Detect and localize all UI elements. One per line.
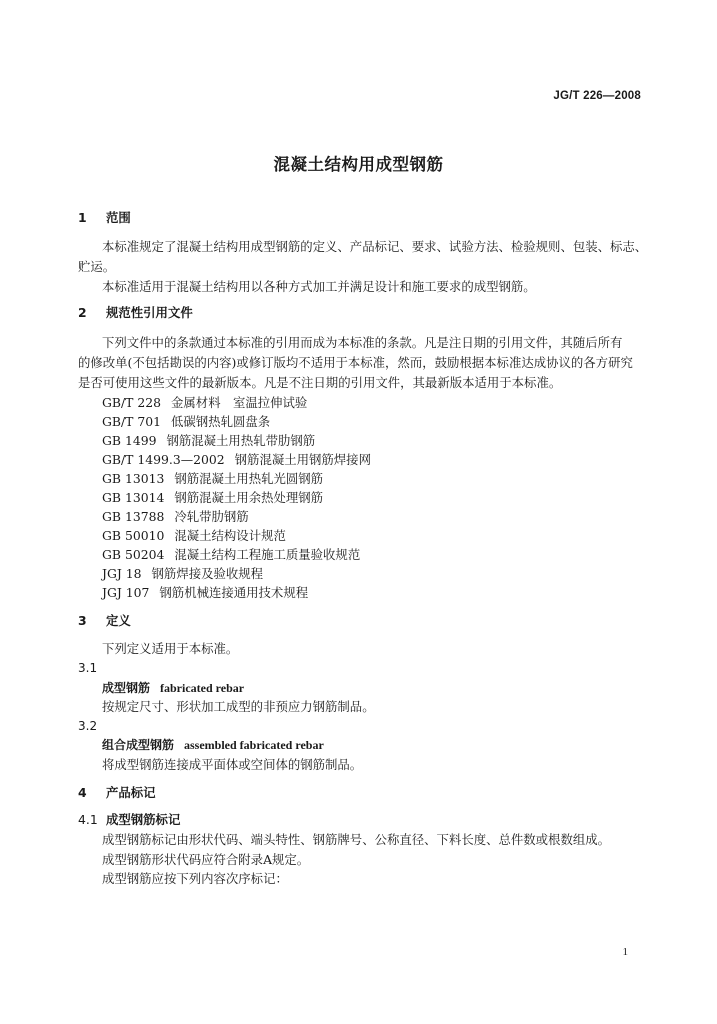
reference-name: 钢筋机械连接通用技术规程 (159, 585, 309, 600)
paragraph-line: 本标准适用于混凝土结构用以各种方式加工并满足设计和施工要求的成型钢筋。 (102, 279, 536, 294)
reference-code: GB 13013 (102, 471, 165, 486)
reference-code: GB 13014 (102, 490, 165, 505)
section-title: 产品标记 (106, 785, 156, 800)
term-chinese: 成型钢筋 (102, 681, 151, 695)
term-chinese: 组合成型钢筋 (102, 738, 175, 752)
reference-code: GB 1499 (102, 433, 157, 448)
definition-description: 按规定尺寸、形状加工成型的非预应力钢筋制品。 (102, 699, 375, 714)
definition-term (102, 737, 324, 753)
paragraph-line: 本标准规定了混凝土结构用成型钢筋的定义、产品标记、要求、试验方法、检验规则、包装、标志、 (102, 239, 648, 254)
reference-name: 钢筋混凝土用余热处理钢筋 (174, 490, 324, 505)
term-english: fabricated rebar (160, 681, 245, 695)
reference-item (102, 509, 249, 525)
section-title: 规范性引用文件 (106, 305, 193, 320)
reference-name: 钢筋混凝土用热轧光圆钢筋 (174, 471, 324, 486)
reference-item (102, 395, 307, 411)
section-title: 范围 (106, 210, 131, 225)
definition-number: 3.2 (78, 719, 98, 733)
standard-code: JG/T 226—2008 (553, 90, 641, 102)
section-number: 1 (78, 210, 87, 225)
reference-code: GB 50204 (102, 547, 165, 562)
reference-item (102, 566, 263, 582)
reference-code: GB/T 1499.3—2002 (102, 452, 225, 467)
definition-number: 3.1 (78, 661, 98, 675)
reference-item (102, 547, 360, 563)
reference-name: 混凝土结构设计规范 (174, 528, 286, 543)
reference-code: GB 50010 (102, 528, 165, 543)
reference-item (102, 471, 323, 487)
reference-name: 钢筋混凝土用热轧带肋钢筋 (166, 433, 316, 448)
section-4-heading (78, 785, 156, 801)
subsection-4-1-heading (78, 812, 180, 828)
reference-code: JGJ 18 (102, 566, 142, 581)
reference-name: 钢筋混凝土用钢筋焊接网 (234, 452, 371, 467)
subsection-title: 成型钢筋标记 (106, 812, 181, 827)
document-title: 混凝土结构用成型钢筋 (273, 155, 444, 174)
reference-item (102, 414, 270, 430)
section-2-heading (78, 305, 193, 321)
paragraph-line: 下列定义适用于本标准。 (102, 641, 239, 656)
definition-term (102, 680, 244, 696)
reference-code: GB 13788 (102, 509, 165, 524)
section-number: 3 (78, 613, 87, 628)
reference-name: 混凝土结构工程施工质量验收规范 (174, 547, 361, 562)
reference-item (102, 585, 308, 601)
reference-code: GB/T 701 (102, 414, 162, 429)
reference-code: GB/T 228 (102, 395, 162, 410)
definition-description: 将成型钢筋连接成平面体或空间体的钢筋制品。 (102, 757, 363, 772)
reference-item (102, 433, 315, 449)
page-number: 1 (622, 946, 628, 958)
section-number: 2 (78, 305, 87, 320)
reference-name: 金属材料 室温拉伸试验 (171, 395, 308, 410)
reference-item (102, 490, 323, 506)
term-english: assembled fabricated rebar (184, 738, 324, 752)
subsection-number: 4.1 (78, 812, 98, 827)
paragraph-line: 的修改单(不包括勘误的内容)或修订版均不适用于本标准，然而，鼓励根据本标准达成协议的各方研究 (78, 355, 633, 370)
paragraph-line: 下列文件中的条款通过本标准的引用而成为本标准的条款。凡是注日期的引用文件，其随后所有 (102, 335, 623, 350)
reference-name: 低碳钢热轧圆盘条 (171, 414, 271, 429)
paragraph-line: 成型钢筋标记由形状代码、端头特性、钢筋牌号、公称直径、下料长度、总件数或根数组成。 (102, 832, 611, 847)
section-number: 4 (78, 785, 87, 800)
paragraph-line: 成型钢筋应按下列内容次序标记： (102, 871, 288, 886)
paragraph-line: 是否可使用这些文件的最新版本。凡是不注日期的引用文件，其最新版本适用于本标准。 (78, 375, 562, 390)
section-3-heading (78, 613, 131, 629)
paragraph-line: 成型钢筋形状代码应符合附录A规定。 (102, 852, 310, 867)
paragraph-line: 贮运。 (78, 259, 116, 274)
section-title: 定义 (106, 613, 131, 628)
reference-item (102, 528, 286, 544)
section-1-heading (78, 210, 131, 226)
reference-code: JGJ 107 (102, 585, 150, 600)
reference-name: 冷轧带肋钢筋 (174, 509, 249, 524)
reference-name: 钢筋焊接及验收规程 (151, 566, 264, 581)
reference-item (102, 452, 371, 468)
